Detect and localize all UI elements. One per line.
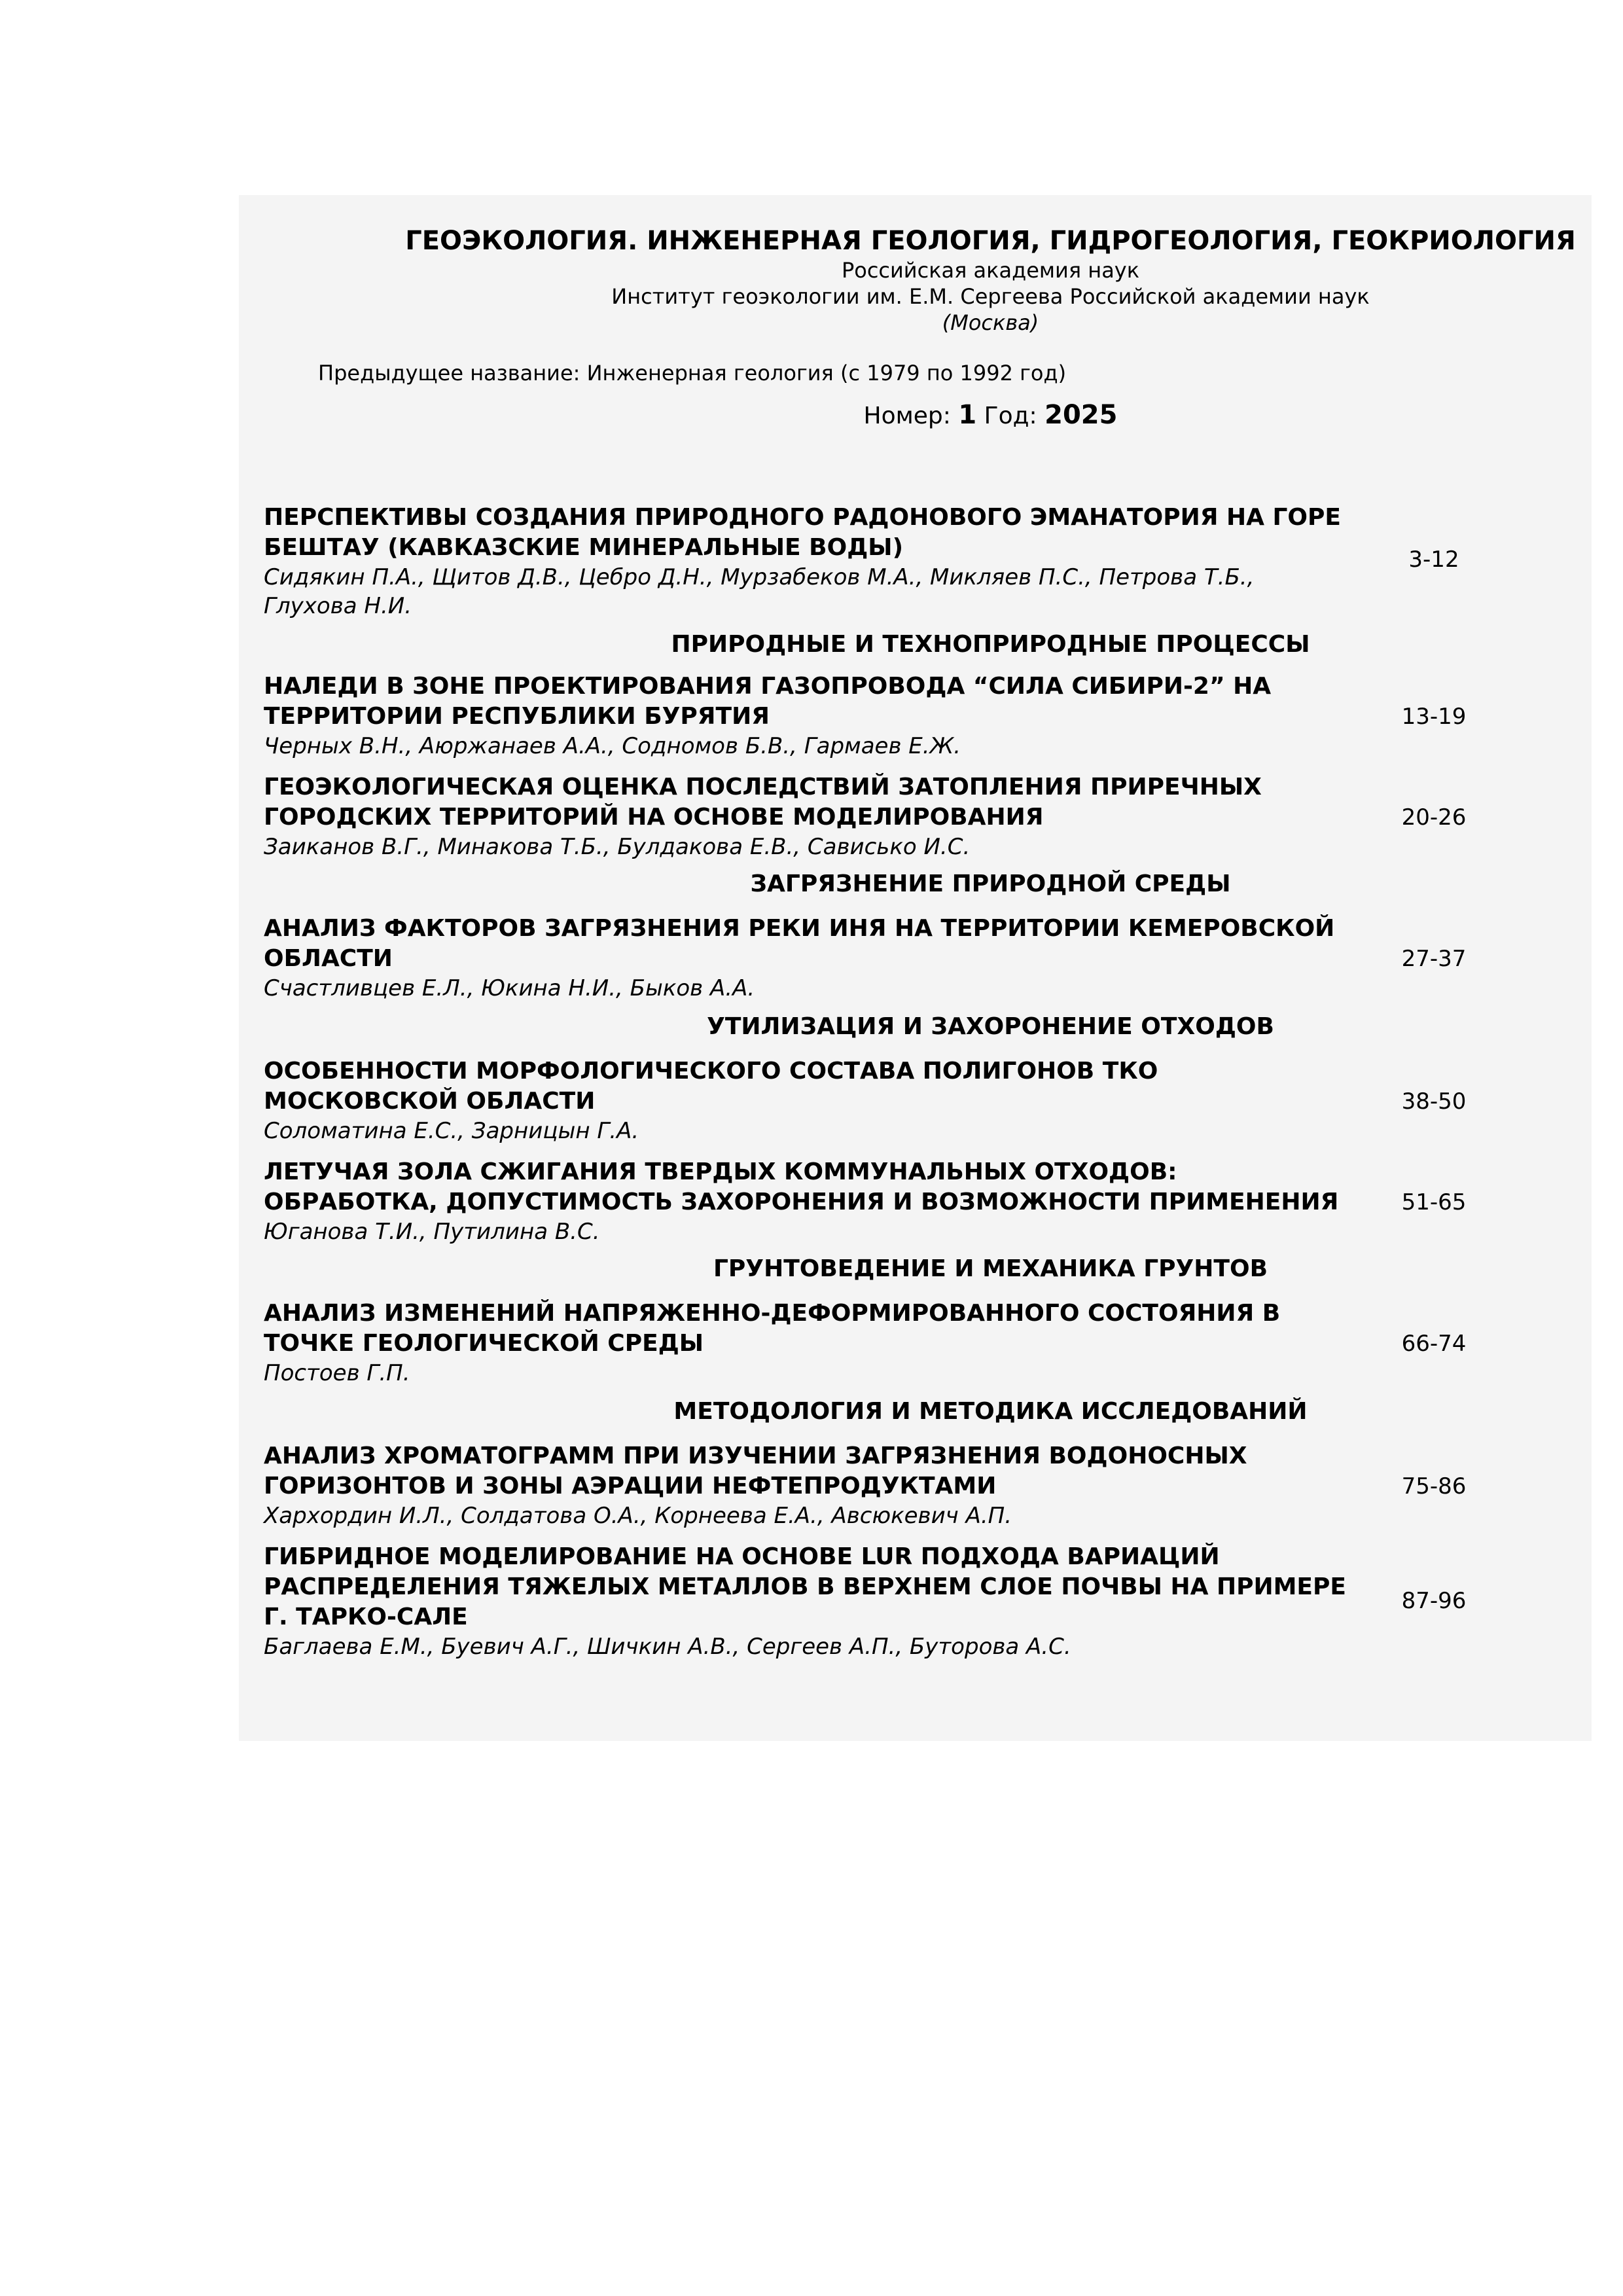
article-authors: Счастливцев Е.Л., Юкина Н.И., Быков А.А. <box>264 975 755 1001</box>
article-title[interactable]: АНАЛИЗ ФАКТОРОВ ЗАГРЯЗНЕНИЯ РЕКИ ИНЯ НА ТЕРРИТОРИИ КЕМЕРОВСКОЙ ОБЛАСТИ <box>264 915 1335 972</box>
article-title[interactable]: НАЛЕДИ В ЗОНЕ ПРОЕКТИРОВАНИЯ ГАЗОПРОВОДА “СИЛА СИБИРИ-2” НА ТЕРРИТОРИИ РЕСПУБЛИКИ БУРЯТИЯ <box>264 673 1272 730</box>
issue-number-label: Номер: <box>863 403 951 429</box>
article-pages: 20-26 <box>1401 804 1467 831</box>
article-authors: Юганова Т.И., Путилина В.С. <box>264 1219 600 1245</box>
article-item[interactable] <box>264 1157 1353 1246</box>
article-authors: Сидякин П.А., Щитов Д.В., Цебро Д.Н., Мурзабеков М.А., Микляев П.С., Петрова Т.Б., Глухова Н.И. <box>264 564 1255 619</box>
article-pages: 51-65 <box>1401 1189 1467 1215</box>
article-item[interactable] <box>264 1056 1353 1145</box>
section-heading: ПРИРОДНЫЕ И ТЕХНОПРИРОДНЫЕ ПРОЦЕССЫ <box>671 631 1310 658</box>
issue-info <box>239 400 1592 431</box>
article-pages: 66-74 <box>1401 1331 1467 1357</box>
journal-title: ГЕОЭКОЛОГИЯ. ИНЖЕНЕРНАЯ ГЕОЛОГИЯ, ГИДРОГЕОЛОГИЯ, ГЕОКРИОЛОГИЯ <box>405 226 1576 256</box>
table-of-contents-panel <box>239 195 1592 1741</box>
article-authors: Баглаева Е.М., Буевич А.Г., Шичкин А.В., Сергеев А.П., Буторова А.С. <box>264 1634 1071 1660</box>
article-pages: 75-86 <box>1401 1473 1467 1499</box>
issue-year-label: Год: <box>984 403 1037 429</box>
article-title[interactable]: АНАЛИЗ ХРОМАТОГРАММ ПРИ ИЗУЧЕНИИ ЗАГРЯЗНЕНИЯ ВОДОНОСНЫХ ГОРИЗОНТОВ И ЗОНЫ АЭРАЦИИ НЕФТЕПРОДУКТАМИ <box>264 1443 1247 1499</box>
article-item[interactable] <box>264 503 1353 620</box>
article-pages: 87-96 <box>1401 1588 1467 1614</box>
article-pages: 27-37 <box>1401 946 1467 972</box>
article-authors: Соломатина Е.С., Зарницын Г.А. <box>264 1118 639 1144</box>
publisher-academy: Российская академия наук <box>841 258 1140 283</box>
article-item[interactable] <box>264 1542 1353 1661</box>
article-authors: Постоев Г.П. <box>264 1360 410 1386</box>
article-item[interactable] <box>264 914 1353 1003</box>
article-authors: Черных В.Н., Аюржанаев А.А., Содномов Б.В., Гармаев Е.Ж. <box>264 733 961 759</box>
article-title[interactable]: ГИБРИДНОЕ МОДЕЛИРОВАНИЕ НА ОСНОВЕ LUR ПОДХОДА ВАРИАЦИЙ РАСПРЕДЕЛЕНИЯ ТЯЖЕЛЫХ МЕТАЛЛОВ В ВЕРХНЕМ СЛОЕ ПОЧВЫ НА ПРИМЕРЕ Г. ТАРКО-САЛЕ <box>264 1543 1346 1630</box>
section-heading: ГРУНТОВЕДЕНИЕ И МЕХАНИКА ГРУНТОВ <box>713 1255 1268 1282</box>
article-pages: 3-12 <box>1408 547 1459 573</box>
article-title[interactable]: АНАЛИЗ ИЗМЕНЕНИЙ НАПРЯЖЕННО-ДЕФОРМИРОВАННОГО СОСТОЯНИЯ В ТОЧКЕ ГЕОЛОГИЧЕСКОЙ СРЕДЫ <box>264 1300 1281 1357</box>
article-item[interactable] <box>264 1299 1353 1388</box>
article-title[interactable]: ОСОБЕННОСТИ МОРФОЛОГИЧЕСКОГО СОСТАВА ПОЛИГОНОВ ТКО МОСКОВСКОЙ ОБЛАСТИ <box>264 1058 1158 1115</box>
article-pages: 38-50 <box>1401 1088 1467 1115</box>
article-item[interactable] <box>264 1441 1353 1530</box>
article-authors: Хархордин И.Л., Солдатова О.А., Корнеева Е.А., Авсюкевич А.П. <box>264 1503 1012 1529</box>
article-pages: 13-19 <box>1401 704 1467 730</box>
publisher-institute: Институт геоэкологии им. Е.М. Сергеева Российской академии наук <box>611 284 1370 309</box>
publisher-city: (Москва) <box>942 310 1039 335</box>
article-title[interactable]: ЛЕТУЧАЯ ЗОЛА СЖИГАНИЯ ТВЕРДЫХ КОММУНАЛЬНЫХ ОТХОДОВ: ОБРАБОТКА, ДОПУСТИМОСТЬ ЗАХОРОНЕНИЯ И ВОЗМОЖНОСТИ ПРИМЕНЕНИЯ <box>264 1158 1339 1215</box>
issue-year: 2025 <box>1044 400 1118 430</box>
article-item[interactable] <box>264 772 1353 861</box>
article-title[interactable]: ПЕРСПЕКТИВЫ СОЗДАНИЯ ПРИРОДНОГО РАДОНОВОГО ЭМАНАТОРИЯ НА ГОРЕ БЕШТАУ (КАВКАЗСКИЕ МИНЕРАЛЬНЫЕ ВОДЫ) <box>264 504 1341 561</box>
article-authors: Заиканов В.Г., Минакова Т.Б., Булдакова Е.В., Сависько И.С. <box>264 834 971 860</box>
previous-journal-name: Предыдущее название: Инженерная геология (с 1979 по 1992 год) <box>318 361 1067 386</box>
issue-number: 1 <box>958 400 977 430</box>
article-item[interactable] <box>264 672 1353 761</box>
article-title[interactable]: ГЕОЭКОЛОГИЧЕСКАЯ ОЦЕНКА ПОСЛЕДСТВИЙ ЗАТОПЛЕНИЯ ПРИРЕЧНЫХ ГОРОДСКИХ ТЕРРИТОРИЙ НА ОСНОВЕ МОДЕЛИРОВАНИЯ <box>264 774 1262 831</box>
section-heading: УТИЛИЗАЦИЯ И ЗАХОРОНЕНИЕ ОТХОДОВ <box>707 1013 1274 1040</box>
section-heading: МЕТОДОЛОГИЯ И МЕТОДИКА ИССЛЕДОВАНИЙ <box>673 1398 1308 1425</box>
section-heading: ЗАГРЯЗНЕНИЕ ПРИРОДНОЙ СРЕДЫ <box>750 870 1231 897</box>
